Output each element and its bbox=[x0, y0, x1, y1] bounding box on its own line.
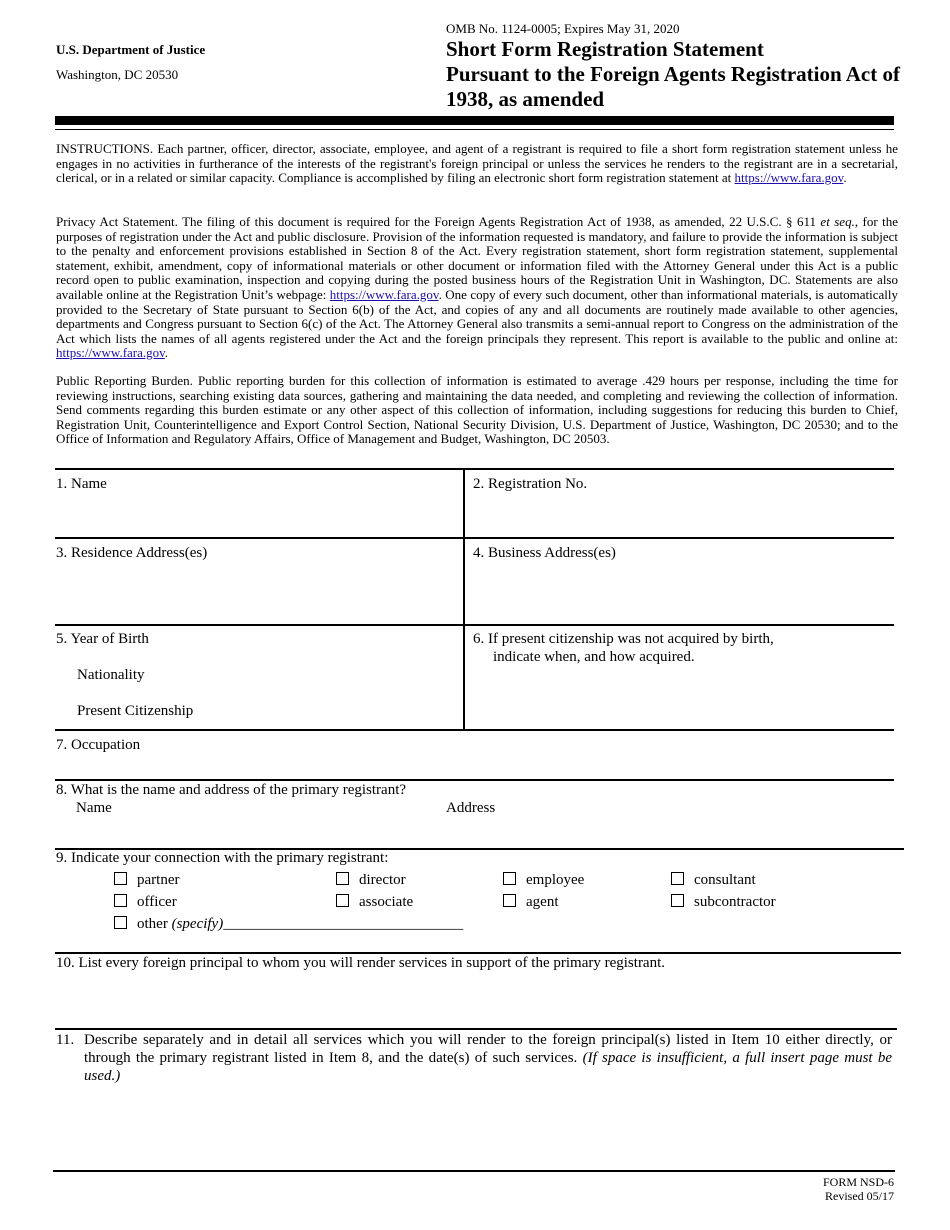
field-services-number: 11. bbox=[56, 1032, 75, 1048]
header-rule-thin bbox=[55, 129, 894, 130]
form-title bbox=[446, 37, 916, 112]
field-registration-no-label: 2. Registration No. bbox=[473, 476, 588, 492]
field-registrant-name-label: Name bbox=[76, 800, 112, 816]
checkbox-box[interactable] bbox=[114, 894, 127, 907]
header-rule-thick bbox=[55, 116, 894, 125]
fara-link[interactable]: https://www.fara.gov bbox=[734, 170, 844, 186]
field-residence-address-label: 3. Residence Address(es) bbox=[56, 545, 208, 561]
checkbox-director[interactable]: director bbox=[336, 871, 406, 889]
field-connection-label: 9. Indicate your connection with the primary registrant: bbox=[56, 850, 389, 866]
checkbox-employee[interactable]: employee bbox=[503, 871, 584, 889]
checkbox-partner[interactable]: partner bbox=[114, 871, 179, 889]
checkbox-subcontractor[interactable]: subcontractor bbox=[671, 893, 776, 911]
department-name: U.S. Department of Justice bbox=[56, 42, 206, 57]
checkbox-box[interactable] bbox=[671, 872, 684, 885]
checkbox-box[interactable] bbox=[336, 872, 349, 885]
field-business-address-label: 4. Business Address(es) bbox=[473, 545, 616, 561]
field-present-citizenship-label: Present Citizenship bbox=[77, 703, 194, 719]
field-nationality-label: Nationality bbox=[77, 667, 145, 683]
field-name-label: 1. Name bbox=[56, 476, 107, 492]
public-burden-paragraph: Public Reporting Burden. Public reporting burden for this collection of information is estimated to average .429 hours per response, including the time for reviewing instructions, searching existing data sources, gathering and maintaining the data needed, and completing and reviewing the collection of information. Send comments regarding this burden estimate or any other aspect of this collection of information, including suggestions for reducing this burden to Chief, Registration Unit, Counterintelligence and Export Control Section, National Security Division, U.S. Department of Justice, Washington, DC 20530; and to the Office of Information and Regulatory Affairs, Office of Management and Budget, Washington, DC 20503. bbox=[56, 373, 898, 447]
field-citizenship-acquired-label-2: indicate when, and how acquired. bbox=[493, 649, 695, 665]
form-rule bbox=[55, 468, 894, 470]
checkbox-officer[interactable]: officer bbox=[114, 893, 177, 911]
checkbox-box[interactable] bbox=[503, 872, 516, 885]
checkbox-box[interactable] bbox=[114, 872, 127, 885]
form-rule bbox=[55, 624, 894, 626]
field-year-of-birth-label: 5. Year of Birth bbox=[56, 631, 149, 647]
other-specify-field[interactable]: ________________________________ bbox=[223, 916, 464, 932]
instructions-paragraph: INSTRUCTIONS. Each partner, officer, director, associate, employee, and agent of a registrant is required to file a short form registration statement unless he engages in no activities in furtherance of the interests of the registrant's foreign principal or unless the services he renders to the registrant are in a secretarial, clerical, or in a related or similar capacity. Compliance is accomplished by filing an electronic short form registration statement at https://www.fara.gov. bbox=[56, 141, 898, 186]
form-number: FORM NSD-6 Revised 05/17 bbox=[822, 1175, 894, 1203]
checkbox-box[interactable] bbox=[114, 916, 127, 929]
fara-link[interactable]: https://www.fara.gov bbox=[329, 286, 439, 302]
checkbox-box[interactable] bbox=[336, 894, 349, 907]
department-address: Washington, DC 20530 bbox=[56, 67, 179, 82]
checkbox-associate[interactable]: associate bbox=[336, 893, 413, 911]
privacy-act-paragraph: Privacy Act Statement. The filing of this document is required for the Foreign Agents Registration Act of 1938, as amended, 22 U.S.C. § 611 et seq., for the purposes of registration under the Act and public disclosure. Provision of the information requested is mandatory, and failure to provide the information is subject to the penalty and enforcement provisions established in Section 8 of the Act. Every registration statement, short form registration statement, supplemental statement, exhibit, amendment, copy of informational materials or other document or information filed with the Attorney General under this Act is a public record open to public examination, inspection and copying during the posted business hours of the Registration Unit in Washington, DC. Statements are also available online at the Registration Unit’s webpage: https://www.fara.gov. One copy of every such document, other than informational materials, is automatically provided to the Secretary of State pursuant to Section 6(b) of the Act, and copies of any and all documents are routinely made available to other agencies, departments and Congress pursuant to Section 6(c) of the Act. The Attorney General also transmits a semi-annual report to Congress on the administration of the Act which lists the names of all agents registered under the Act and the foreign principals they represent. This report is available to the public and online at: https://www.fara.gov. bbox=[56, 214, 899, 361]
checkbox-consultant[interactable]: consultant bbox=[671, 871, 756, 889]
form-rule bbox=[53, 1170, 895, 1172]
field-citizenship-acquired-label: 6. If present citizenship was not acquired by birth, bbox=[473, 631, 774, 647]
title-line-1: Short Form Registration Statement bbox=[446, 37, 764, 61]
field-foreign-principals-label: 10. List every foreign principal to whom you will render services in support of the primary registrant. bbox=[56, 955, 666, 971]
form-rule bbox=[55, 537, 894, 539]
field-occupation-label: 7. Occupation bbox=[56, 737, 141, 753]
omb-number: OMB No. 1124-0005; Expires May 31, 2020 bbox=[446, 21, 680, 36]
field-primary-registrant-label: 8. What is the name and address of the primary registrant? bbox=[56, 782, 407, 798]
form-rule bbox=[55, 1028, 897, 1030]
checkbox-box[interactable] bbox=[671, 894, 684, 907]
checkbox-box[interactable] bbox=[503, 894, 516, 907]
fara-link[interactable]: https://www.fara.gov bbox=[56, 345, 165, 361]
title-line-3: 1938, as amended bbox=[446, 87, 605, 111]
checkbox-agent[interactable]: agent bbox=[503, 893, 558, 911]
field-services-label: Describe separately and in detail all services which you will render to the foreign principal(s) listed in Item 10 either directly, or through the primary registrant listed in Item 8, and the date(s) of such services. (If space is insufficient, a full insert page must be used.) bbox=[84, 1032, 893, 1084]
form-rule bbox=[55, 729, 894, 731]
form-divider bbox=[463, 468, 465, 730]
field-registrant-address-label: Address bbox=[446, 800, 496, 816]
checkbox-other[interactable]: other (specify)________________________________ bbox=[114, 915, 463, 933]
title-line-2: Pursuant to the Foreign Agents Registration Act of bbox=[446, 62, 900, 86]
